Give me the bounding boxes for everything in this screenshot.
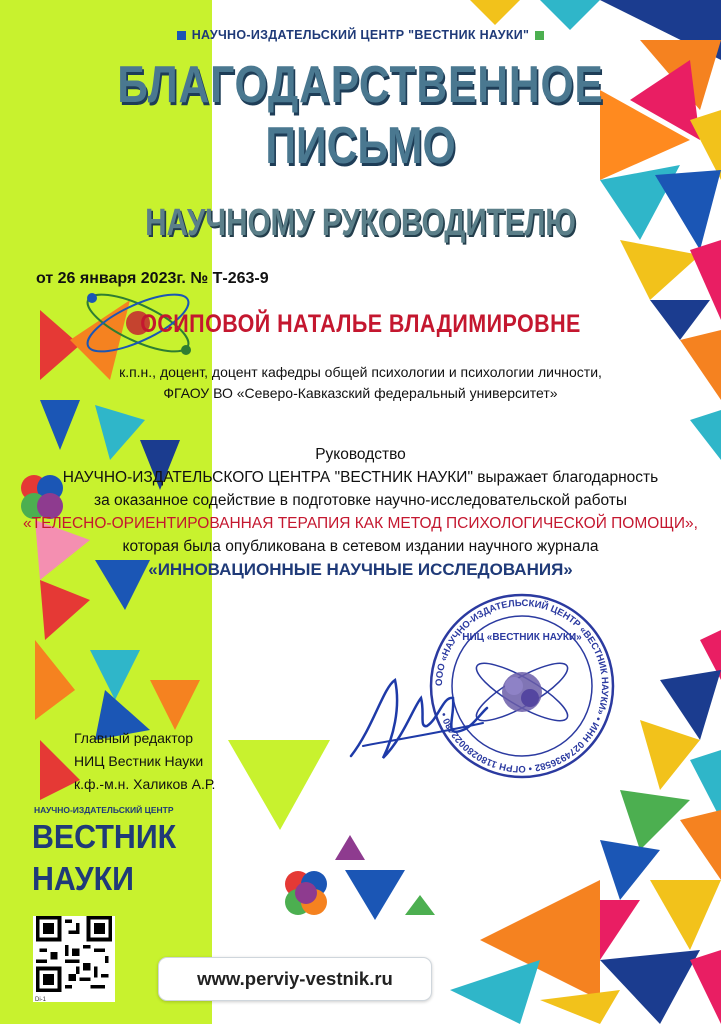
recipient-institution: ФГАОУ ВО «Северо-Кавказский федеральный университет» bbox=[163, 385, 558, 401]
title-line-2: ПИСЬМО bbox=[265, 117, 456, 175]
logo-subtitle: НАУЧНО-ИЗДАТЕЛЬСКИЙ ЦЕНТР bbox=[34, 805, 174, 815]
work-title: «ТЕЛЕСНО-ОРИЕНТИРОВАННАЯ ТЕРАПИЯ КАК МЕТОД ПСИХОЛОГИЧЕСКОЙ ПОМОЩИ», bbox=[23, 515, 698, 532]
header-organization: НАУЧНО-ИЗДАТЕЛЬСКИЙ ЦЕНТР "ВЕСТНИК НАУКИ" bbox=[0, 28, 721, 42]
logo-word-2: НАУКИ bbox=[32, 860, 134, 897]
editor-title: Главный редактор bbox=[74, 730, 194, 746]
recipient-name: ОСИПОВОЙ НАТАЛЬЕ ВЛАДИМИРОВНЕ bbox=[140, 310, 581, 338]
stamp-ring-text: ООО «НАУЧНО-ИЗДАТЕЛЬСКИЙ ЦЕНТР «ВЕСТНИК НАУКИ» • ИНН 0274936582 • ОГРН 1180280022480 • bbox=[433, 597, 611, 775]
body-line: которая была опубликована в сетевом издании научного журнала bbox=[122, 538, 599, 555]
logo-square-icon bbox=[535, 31, 544, 40]
logo-square-icon bbox=[177, 31, 186, 40]
molecule-icon bbox=[278, 864, 334, 922]
recipient-position: к.п.н., доцент, доцент кафедры общей психологии и психологии личности, bbox=[119, 364, 602, 380]
title-line-3: НАУЧНОМУ РУКОВОДИТЕЛЮ bbox=[145, 202, 576, 244]
qr-code-icon bbox=[33, 916, 115, 992]
date-number: от 26 января 2023г. № Т-263-9 bbox=[36, 270, 269, 287]
body-line: НАУЧНО-ИЗДАТЕЛЬСКОГО ЦЕНТРА "ВЕСТНИК НАУКИ" выражает благодарность bbox=[62, 469, 659, 486]
recipient-info bbox=[0, 362, 721, 404]
qr-code-label: Di-1 bbox=[35, 997, 47, 1003]
editor-block bbox=[74, 727, 215, 796]
body-line: Руководство bbox=[315, 446, 406, 463]
title-line-1: БЛАГОДАРСТВЕННОЕ bbox=[117, 56, 604, 114]
editor-org: НИЦ Вестник Науки bbox=[74, 753, 204, 769]
stamp-center-text: НИЦ «ВЕСТНИК НАУКИ» bbox=[462, 632, 582, 643]
logo-word-1: ВЕСТНИК bbox=[32, 818, 177, 855]
journal-title: «ИННОВАЦИОННЫЕ НАУЧНЫЕ ИССЛЕДОВАНИЯ» bbox=[148, 560, 573, 579]
signature-graphic bbox=[343, 668, 493, 768]
editor-name: к.ф.-м.н. Халиков А.Р. bbox=[74, 776, 216, 792]
qr-code bbox=[33, 916, 115, 1002]
website-link[interactable]: www.perviy-vestnik.ru bbox=[158, 957, 432, 1001]
body-line: за оказанное содействие в подготовке научно-исследовательской работы bbox=[93, 492, 628, 509]
body-text bbox=[0, 443, 721, 581]
